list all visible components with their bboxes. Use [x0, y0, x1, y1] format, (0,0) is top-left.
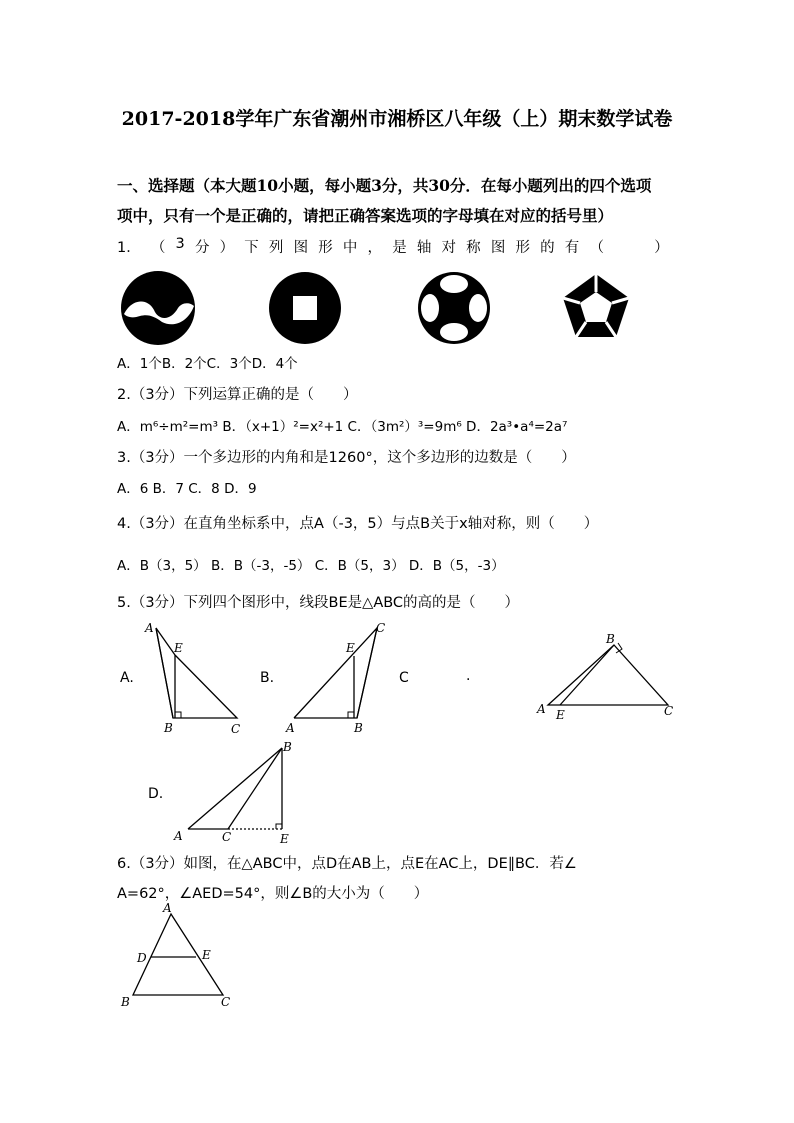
square-hole-coin-figure — [268, 271, 342, 345]
q2-stem: 2.（3分）下列运算正确的是（ ） — [117, 387, 358, 403]
label-c: C — [222, 830, 232, 844]
q1-stem — [117, 236, 669, 257]
label-c: C — [231, 722, 241, 736]
q6-line2: A=62°，∠AED=54°，则∠B的大小为（ ） — [117, 886, 429, 902]
q2-options: A．m⁶÷m²=m³ B．（x+1）²=x²+1 C．（3m²）³=9m⁶ D．2a³•a⁴=2a⁷ — [117, 419, 568, 435]
section-heading-line2: 项中，只有一个是正确的，请把正确答案选项的字母填在对应的括号里） — [117, 206, 614, 225]
q1-char: 中 — [342, 240, 358, 256]
q1-char: 有 — [564, 240, 580, 256]
label-a: A — [537, 702, 546, 716]
label-a: A — [145, 621, 154, 635]
q1-options: A．1个B．2个C．3个D．4个 — [117, 356, 298, 372]
pentagon-figure — [561, 272, 631, 340]
x-circle-figure — [416, 270, 492, 346]
label-e: E — [556, 708, 565, 722]
section-heading-line1: 一、选择题（本大题10小题，每小题3分，共30分．在每小题列出的四个选项 — [117, 176, 652, 195]
q6-figure — [115, 900, 245, 1010]
label-a: A — [163, 901, 172, 915]
label-e: E — [174, 641, 183, 655]
q1-char: 图 — [293, 240, 309, 256]
label-e: E — [346, 641, 355, 655]
label-a: A — [286, 721, 295, 735]
q1-char: 的 — [540, 240, 555, 256]
q1-char: ） — [219, 240, 235, 256]
q1-char: 3 — [175, 236, 185, 252]
q4-stem: 4.（3分）在直角坐标系中，点A（-3，5）与点B关于x轴对称，则（ ） — [117, 516, 599, 532]
q5-figure-d — [170, 736, 300, 846]
q5-option-c-dot: . — [466, 668, 471, 684]
q1-char: ， — [367, 240, 383, 256]
q1-char: 是 — [392, 240, 407, 256]
q5-option-a-label: A. — [120, 670, 134, 686]
taiji-like-figure — [118, 268, 198, 348]
q5-stem: 5.（3分）下列四个图形中，线段BE是△ABC的高的是（ ） — [117, 595, 520, 611]
page-title: 2017-2018学年广东省潮州市湘桥区八年级（上）期末数学试卷 — [121, 108, 673, 130]
q1-char: 列 — [268, 240, 284, 256]
label-c: C — [376, 621, 386, 635]
q1-char: ） — [654, 240, 669, 256]
label-b: B — [606, 632, 615, 646]
q1-char: 下 — [244, 240, 259, 256]
q1-char: （ — [589, 240, 604, 256]
q5-figure-a — [140, 620, 250, 735]
q5-option-d-label: D. — [148, 786, 164, 802]
label-c: C — [221, 995, 231, 1009]
q3-stem: 3.（3分）一个多边形的内角和是1260°，这个多边形的边数是（ ） — [117, 450, 576, 466]
q5-option-c-label: C — [399, 670, 409, 686]
q4-options: A．B（3，5） B．B（-3，-5） C．B（5，3） D．B（5，-3） — [117, 558, 505, 574]
label-b: B — [164, 721, 173, 735]
q5-figure-b — [282, 620, 392, 735]
q3-options: A．6 B．7 C．8 D．9 — [117, 481, 257, 497]
label-b: B — [283, 740, 292, 754]
label-e: E — [280, 832, 289, 846]
label-b: B — [354, 721, 363, 735]
label-e: E — [202, 948, 211, 962]
q1-char: 轴 — [416, 240, 432, 256]
q5-option-b-label: B. — [260, 670, 275, 686]
q1-char: 分 — [194, 240, 210, 256]
q1-char: 1． — [117, 240, 141, 256]
q1-char: 图 — [490, 240, 506, 256]
label-b: B — [121, 995, 130, 1009]
label-c: C — [664, 704, 674, 718]
q6-line1: 6.（3分）如图，在△ABC中，点D在AB上，点E在AC上，DE∥BC．若∠ — [117, 856, 577, 872]
q1-char: 称 — [466, 240, 481, 256]
label-d: D — [137, 951, 147, 965]
q1-char: 形 — [515, 240, 530, 256]
q1-char: 形 — [318, 240, 333, 256]
q5-figure-c — [534, 633, 684, 723]
q1-char: 对 — [441, 240, 456, 256]
label-a: A — [174, 829, 183, 843]
q1-char: （ — [150, 240, 166, 256]
